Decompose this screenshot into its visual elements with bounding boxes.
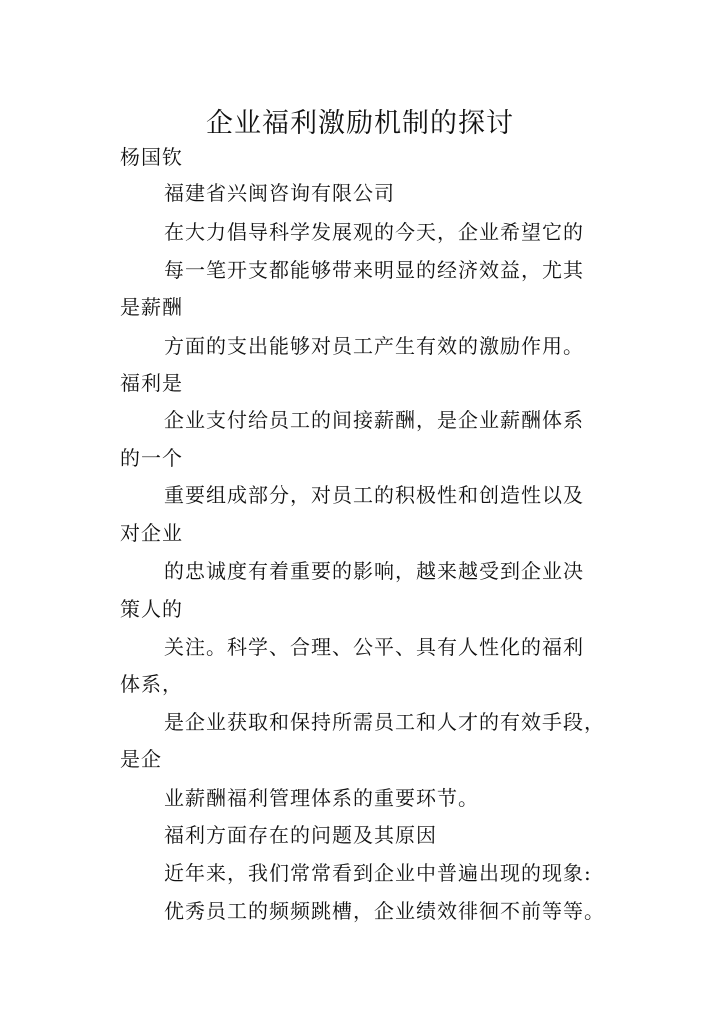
body-line: 方面的支出能够对员工产生有效的激励作用。	[164, 334, 584, 358]
body-line: 每一笔开支都能够带来明显的经济效益，尤其	[164, 258, 584, 282]
body-line: 近年来，我们常常看到企业中普遍出现的现象:	[164, 861, 592, 885]
body-line: 的一个	[120, 446, 183, 470]
body-line: 优秀员工的频频跳槽，企业绩效徘徊不前等等。	[164, 899, 605, 923]
body-line: 是企业获取和保持所需员工和人才的有效手段，	[164, 710, 605, 734]
body-line: 策人的	[120, 597, 183, 621]
body-line: 体系，	[120, 672, 183, 696]
document-title: 企业福利激励机制的探讨	[206, 108, 514, 140]
body-line: 是薪酬	[120, 295, 183, 319]
body-line: 的忠诚度有着重要的影响，越来越受到企业决	[164, 559, 584, 583]
body-line: 企业支付给员工的间接薪酬，是企业薪酬体系	[164, 408, 584, 432]
author-affiliation: 福建省兴闽咨询有限公司	[164, 181, 395, 205]
body-line: 对企业	[120, 521, 183, 545]
body-line: 是企	[120, 747, 162, 771]
body-line: 关注。科学、合理、公平、具有人性化的福利	[164, 635, 584, 659]
body-line: 在大力倡导科学发展观的今天，企业希望它的	[164, 220, 584, 244]
body-line: 业薪酬福利管理体系的重要环节。	[164, 786, 479, 810]
author-name: 杨国钦	[120, 145, 183, 169]
body-line: 福利是	[120, 371, 183, 395]
body-line: 重要组成部分，对员工的积极性和创造性以及	[164, 483, 584, 507]
section-heading: 福利方面存在的问题及其原因	[164, 823, 437, 847]
